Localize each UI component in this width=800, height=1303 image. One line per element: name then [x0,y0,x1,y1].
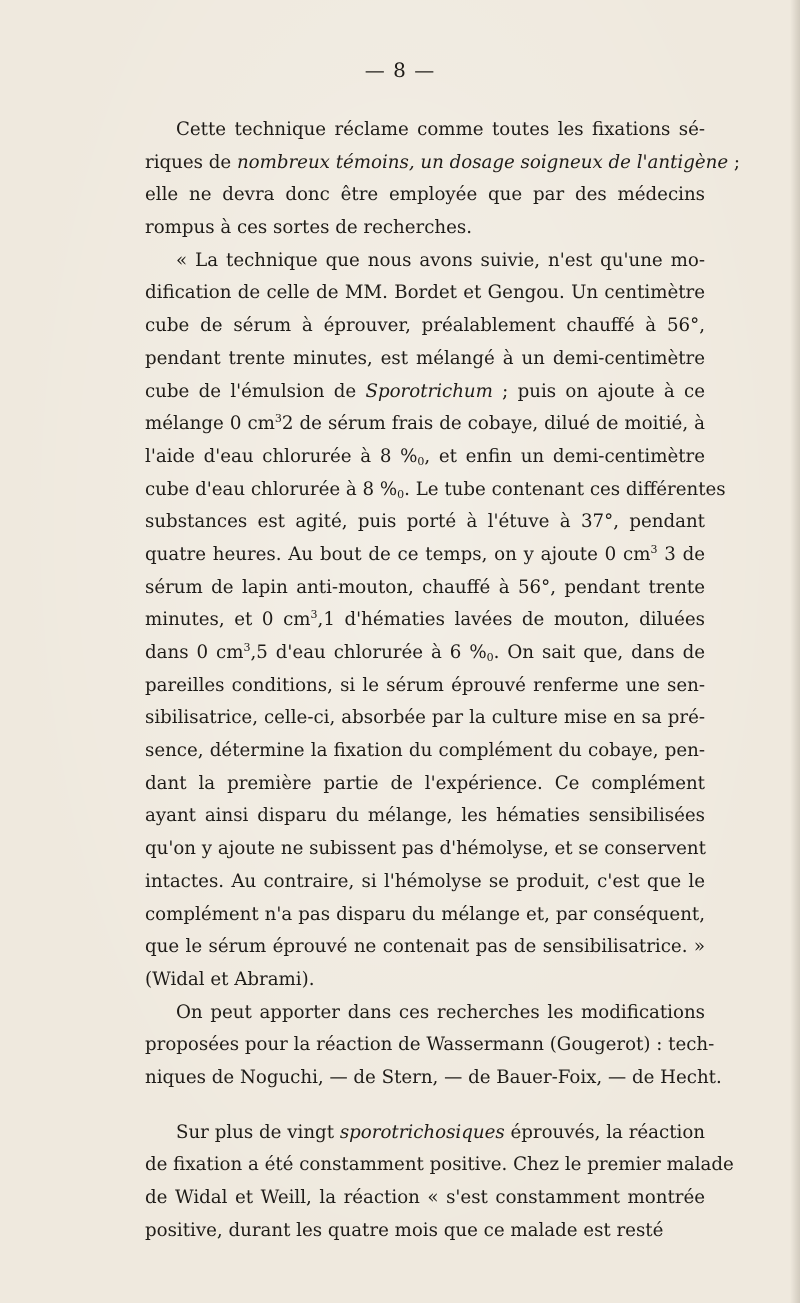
text-span: ; [728,151,741,173]
text-span: 3 de [657,543,706,565]
text-line [145,768,705,801]
text-span: niques de Noguchi, — de Stern, — de Bauer-Foix, — de Hecht. [145,1066,722,1088]
paragraph-p1 [145,114,741,245]
text-span: proposées pour la réaction de Wassermann (Gougerot) : tech- [145,1034,715,1056]
text-span: cube de sérum à éprouver, préalablement chauffé à 56°, [145,315,705,337]
text-line [145,506,705,539]
text-span: dification de celle de MM. Bordet et Gengou. Un centimètre [145,282,705,304]
text-span: intactes. Au contraire, si l'hémolyse se produit, c'est que le [145,870,705,892]
superscript: 3 [243,641,251,654]
text-line [145,310,705,343]
body-text [145,114,741,1247]
italic-text: nombreux témoins, un dosage soigneux de l'antigène [236,151,729,173]
italic-text: Sporotrichum [365,380,493,402]
text-span: substances est agité, puis porté à l'étuve à 37°, pendant [145,511,705,533]
text-span: de fixation a été constamment positive. Chez le premier malade [145,1154,734,1176]
text-span: complément n'a pas disparu du mélange et, par conséquent, [145,903,705,925]
text-line [145,997,705,1030]
text-span: qu'on y ajoute ne subissent pas d'hémolyse, et se conservent [145,838,706,860]
superscript: 3 [310,608,318,622]
text-line [145,702,705,735]
text-line [145,572,705,605]
paragraph-p4 [145,1117,734,1248]
text-span: elle ne devra donc être employée que par des médecins [145,184,705,206]
text-span: rompus à ces sortes de recherches. [145,217,472,239]
text-span: sence, détermine la fixation du complément du cobaye, pen- [145,740,705,762]
text-span: éprouvés, la réaction [504,1121,705,1143]
text-span: 2 de sérum frais de cobaye, dilué de moitié, à [281,413,705,435]
subscript: 0 [417,454,425,468]
text-span: Sur plus de vingt [176,1121,340,1143]
text-line [145,1062,722,1095]
text-line [145,866,705,899]
text-line [145,1117,705,1150]
text-span: ayant ainsi disparu du mélange, les hématies sensibilisées [145,805,705,827]
text-span: dant la première partie de l'expérience. Ce complément [145,772,705,794]
text-line [145,376,705,409]
text-span: que le sérum éprouvé ne contenait pas de sensibilisatrice. » [145,936,705,958]
paragraph-spacer [145,1095,705,1117]
text-line [145,441,705,474]
text-line [145,245,705,278]
text-span: pareilles conditions, si le sérum éprouvé renferme une sen- [145,674,705,696]
text-line [145,800,705,833]
page-edge-shadow [790,0,800,1303]
text-span: On peut apporter dans ces recherches les modifications [176,1001,705,1023]
text-span: . Le tube contenant ces différentes [404,478,726,500]
text-span: (Widal et Abrami). [145,968,315,990]
text-line [145,114,705,147]
text-span: ; puis on ajoute à ce [492,380,705,402]
text-span: sibilisatrice, celle-ci, absorbée par la culture mise en sa pré- [145,707,705,729]
text-line [145,833,705,866]
text-line [145,604,705,637]
italic-text: sporotrichosiques [339,1121,505,1143]
text-span: sérum de lapin anti-mouton, chauffé à 56°, pendant trente [145,576,705,598]
paragraph-p2 [145,245,726,997]
text-line [145,474,726,507]
text-span: de Widal et Weill, la réaction « s'est constamment montrée [145,1187,705,1208]
text-span: minutes, et 0 cm [145,609,311,631]
text-line [145,735,705,768]
text-line [145,212,705,245]
text-line [145,539,705,572]
text-span: cube d'eau chlorurée à 8 % [145,478,398,500]
text-line [145,670,705,703]
text-span: , et enfin un demi-centimètre [424,445,706,467]
text-line [145,899,705,932]
text-span: dans 0 cm [145,642,244,663]
text-line [145,637,705,670]
paragraph-p3 [145,997,722,1095]
text-line [145,1149,734,1182]
text-line [145,147,741,180]
text-span: riques de [145,151,237,173]
text-span: « La technique que nous avons suivie, n'est qu'une mo- [176,249,705,271]
text-span: pendant trente minutes, est mélangé à un demi-centimètre [145,347,705,369]
subscript: 0 [397,487,405,501]
text-line [145,408,705,441]
text-line [145,1182,705,1215]
text-span: cube de l'émulsion de [145,380,366,402]
subscript: 0 [486,651,494,664]
superscript: 3 [274,412,282,426]
page-number: — 8 — [364,58,436,82]
text-span: quatre heures. Au bout de ce temps, on y ajoute 0 cm [145,543,651,565]
text-span: mélange 0 cm [145,413,275,435]
text-span: ,1 d'hématies lavées de mouton, diluées [317,609,705,631]
text-span: positive, durant les quatre mois que ce malade est resté [145,1219,664,1241]
superscript: 3 [650,542,658,556]
text-span: . On sait que, dans de [493,642,705,663]
text-span: ,5 d'eau chlorurée à 6 % [250,642,487,663]
text-line [145,964,705,997]
text-line [145,343,705,376]
text-line [145,1029,715,1062]
text-line [145,1215,705,1248]
text-line [145,931,705,964]
text-line [145,277,705,310]
text-line [145,179,705,212]
text-span: Cette technique réclame comme toutes les fixations sé- [176,119,705,140]
text-span: l'aide d'eau chlorurée à 8 % [145,445,418,467]
